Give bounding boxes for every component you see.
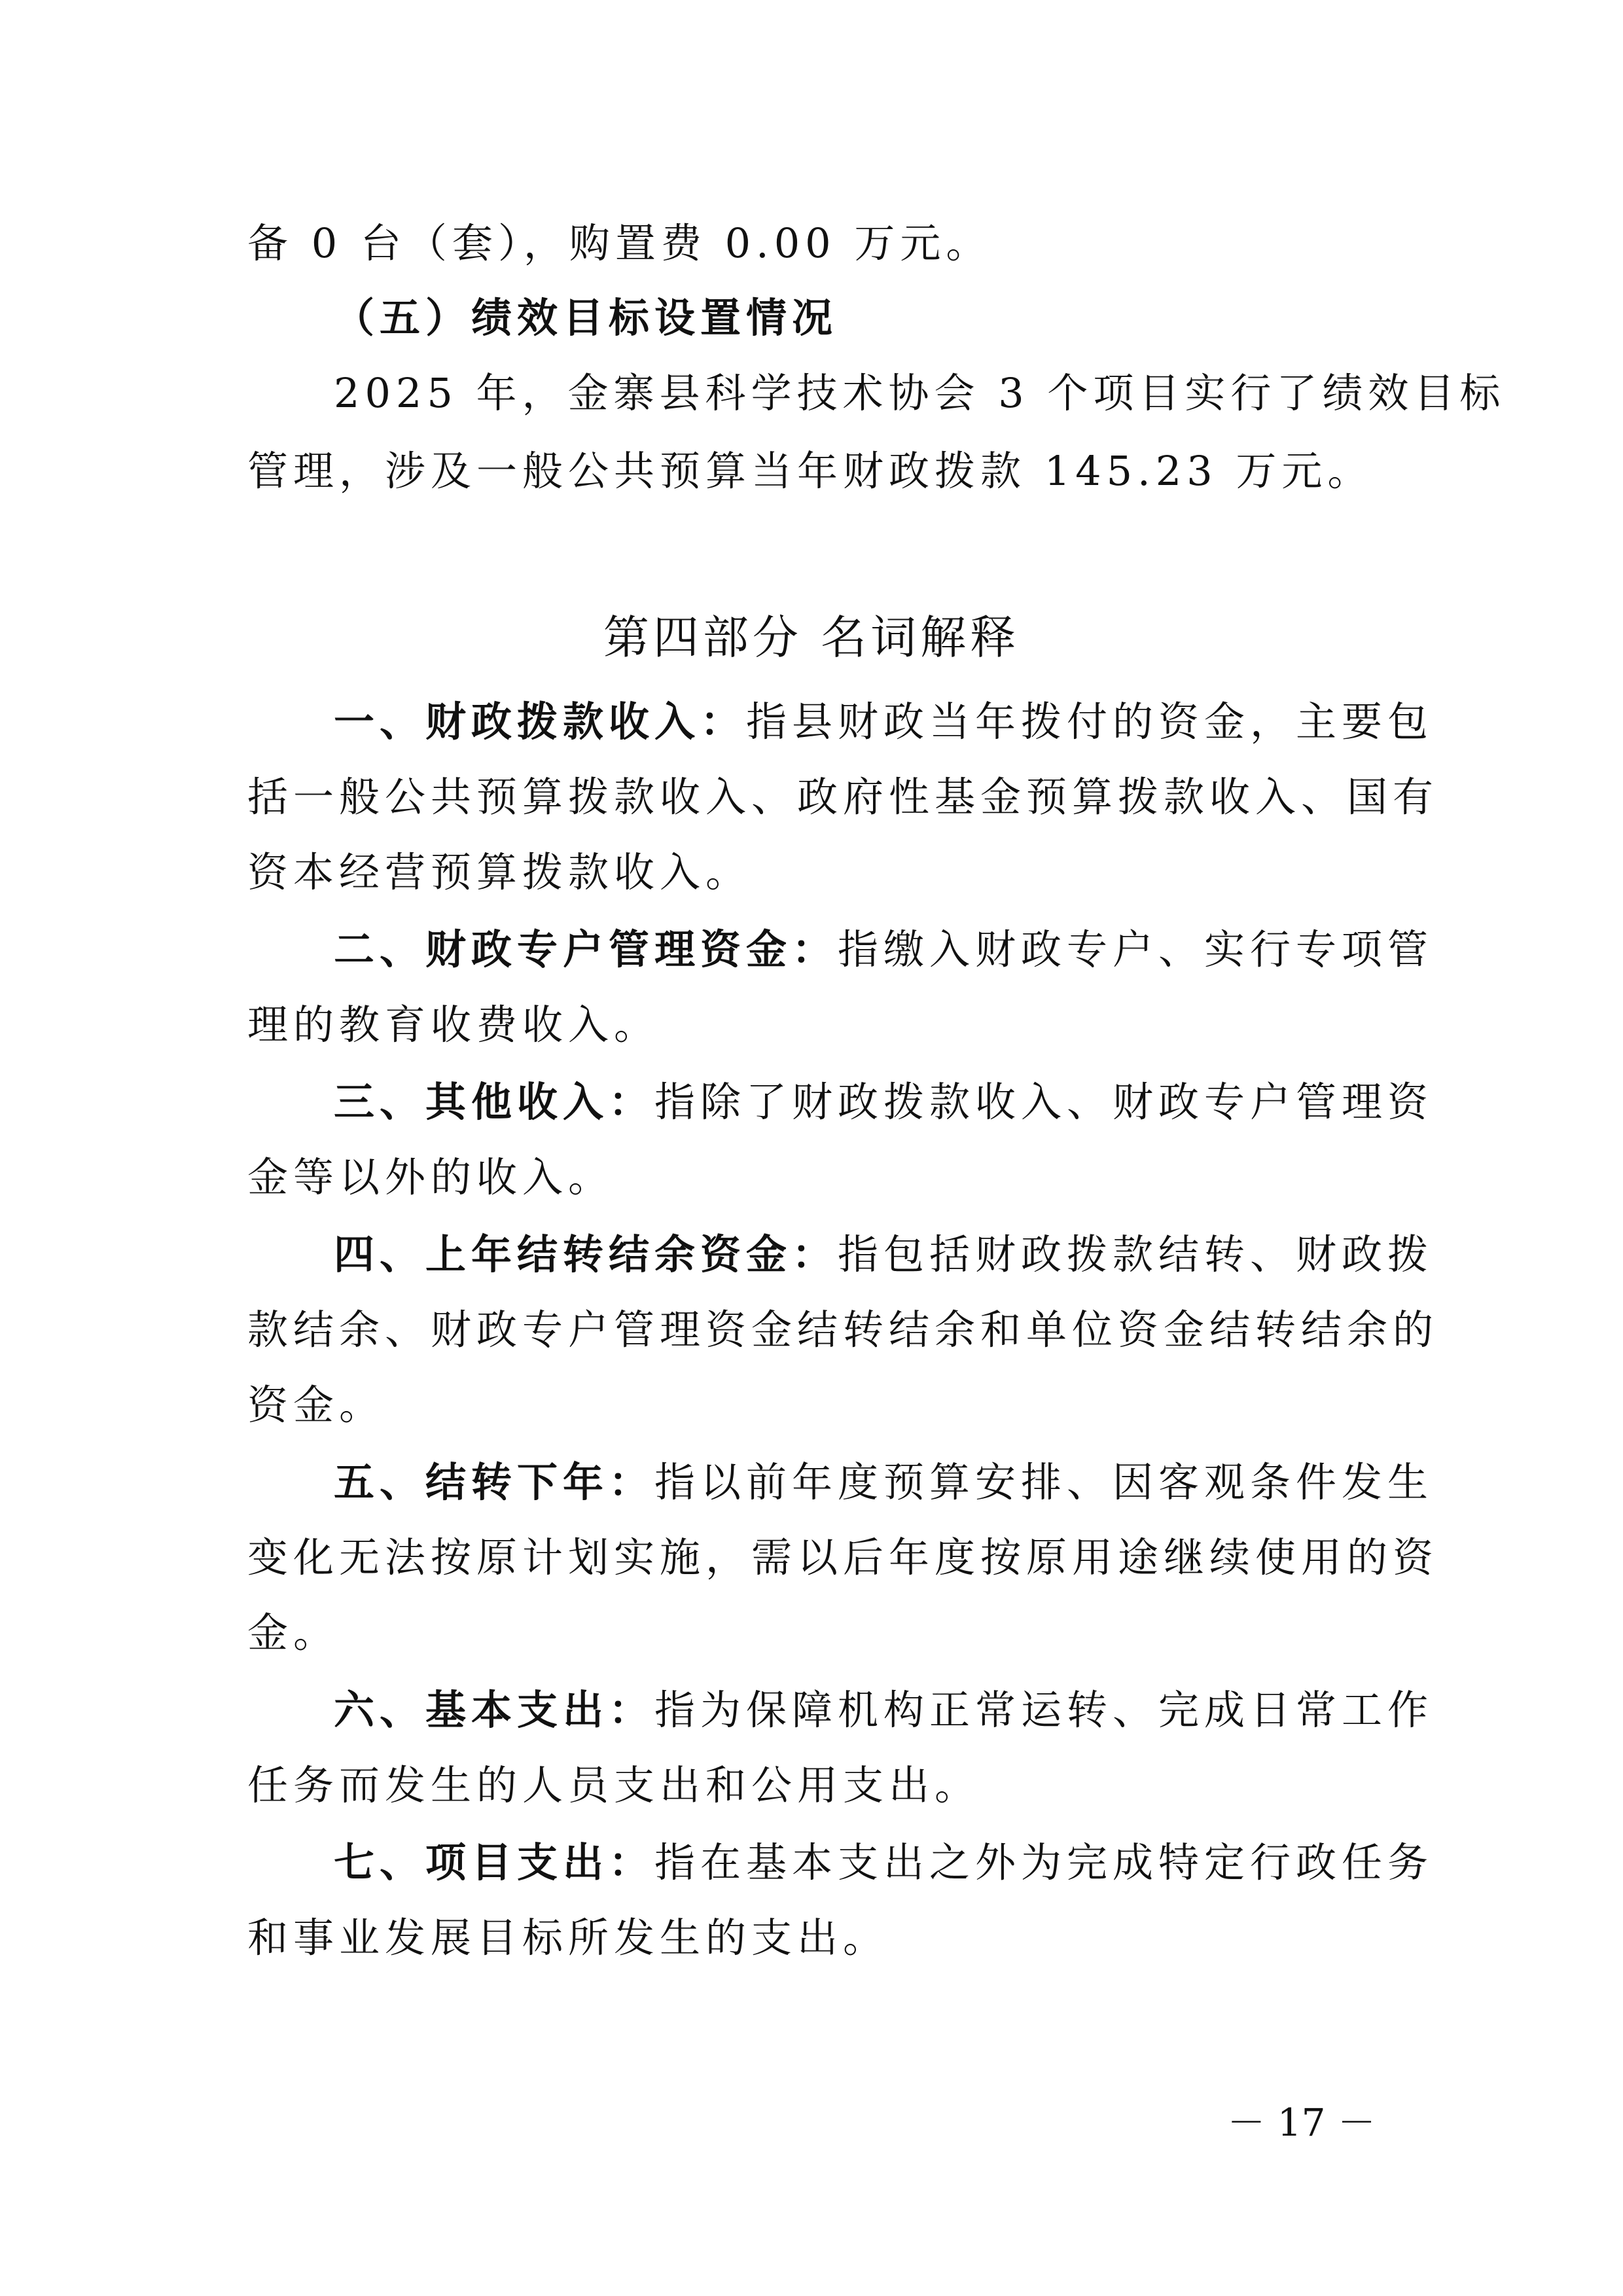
term-label: 一、财政拨款收入：: [334, 698, 747, 745]
term-label: 六、基本支出：: [334, 1686, 655, 1734]
term-label: 七、项目支出：: [334, 1839, 655, 1886]
term-paragraph-line: 和事业发展目标所发生的支出。: [247, 1914, 889, 1962]
term-definition: 指以前年度预算安排、因客观条件发生: [654, 1458, 1434, 1506]
term-paragraph-line: 资本经营预算拨款收入。: [247, 848, 752, 896]
paragraph-line: 2025 年，金寨县科学技术协会 3 个项目实行了绩效目标: [334, 369, 1506, 417]
term-paragraph-line: 款结余、财政专户管理资金结转结余和单位资金结转结余的: [247, 1306, 1439, 1354]
term-definition: 指县财政当年拨付的资金，主要包: [746, 698, 1434, 745]
term-label: 五、结转下年：: [334, 1458, 655, 1506]
term-paragraph-first-line: [334, 696, 1433, 748]
subsection-heading: （五）绩效目标设置情况: [334, 294, 838, 342]
term-paragraph-first-line: [334, 1229, 1433, 1281]
term-paragraph-first-line: [334, 1456, 1433, 1509]
term-definition: 指为保障机构正常运转、完成日常工作: [654, 1686, 1434, 1734]
term-paragraph-line: 金。: [247, 1609, 340, 1657]
term-paragraph-first-line: [334, 1684, 1433, 1736]
term-paragraph-first-line: [334, 1076, 1433, 1128]
term-paragraph-line: 理的教育收费收入。: [247, 1001, 660, 1049]
term-paragraph-line: 资金。: [247, 1381, 385, 1429]
term-definition: 指缴入财政专户、实行专项管: [838, 925, 1434, 973]
term-paragraph-line: 金等以外的收入。: [247, 1153, 615, 1201]
term-label: 三、其他收入：: [334, 1078, 655, 1126]
term-paragraph-first-line: [334, 924, 1433, 976]
term-definition: 指除了财政拨款收入、财政专户管理资: [654, 1078, 1434, 1126]
term-label: 四、上年结转结余资金：: [334, 1230, 838, 1278]
term-label: 二、财政专户管理资金：: [334, 925, 838, 973]
continuation-line: 备 0 台（套），购置费 0.00 万元。: [247, 219, 992, 267]
term-paragraph-first-line: [334, 1837, 1433, 1889]
term-paragraph-line: 括一般公共预算拨款收入、政府性基金预算拨款收入、国有: [247, 773, 1439, 821]
section-title: 第四部分 名词解释: [603, 611, 1020, 664]
term-definition: 指包括财政拨款结转、财政拨: [838, 1230, 1434, 1278]
page-number: － 17 －: [1227, 2100, 1376, 2145]
term-paragraph-line: 变化无法按原计划实施，需以后年度按原用途继续使用的资: [247, 1534, 1439, 1581]
term-definition: 指在基本支出之外为完成特定行政任务: [654, 1839, 1434, 1886]
term-paragraph-line: 任务而发生的人员支出和公用支出。: [247, 1761, 981, 1809]
paragraph-line: 管理，涉及一般公共预算当年财政拨款 145.23 万元。: [247, 447, 1374, 495]
